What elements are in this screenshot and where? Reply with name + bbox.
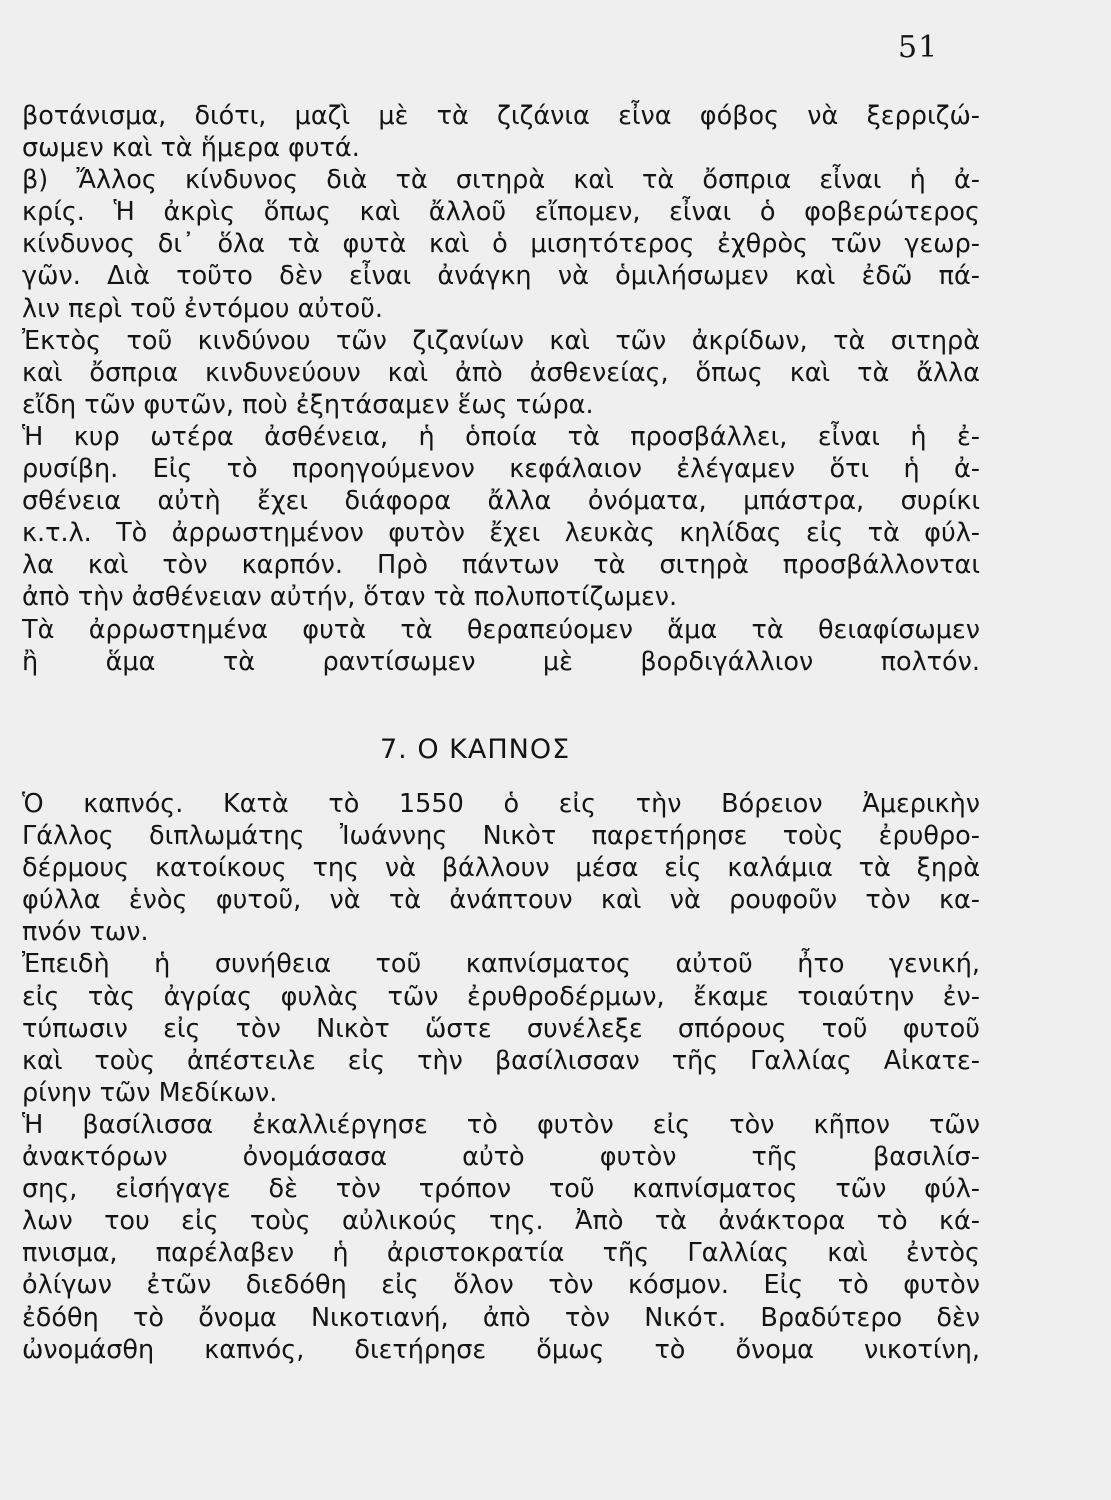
text-line: σης, εἰσήγαγε δὲ τὸν τρόπον τοῦ καπνίσματος τῶν φύλ- — [22, 1174, 980, 1205]
text-line: γῶν. Διὰ τοῦτο δὲν εἶναι ἀνάγκη νὰ ὁμιλήσωμεν καὶ ἐδῶ πά- — [22, 261, 980, 292]
text-line: Γάλλος διπλωμάτης Ἰωάννης Νικὸτ παρετήρησε τοὺς ἐρυθρο- — [22, 821, 980, 852]
text-line: ὠνομάσθη καπνός, διετήρησε ὅμως τὸ ὄνομα νικοτίνη, — [22, 1334, 980, 1365]
text-line: καὶ τοὺς ἀπέστειλε εἰς τὴν βασίλισσαν τῆς Γαλλίας Αἰκατε- — [22, 1045, 980, 1076]
text-line: κρίς. Ἡ ἀκρὶς ὅπως καὶ ἄλλοῦ εἴπομεν, εἶναι ὁ φοβερώτερος — [22, 197, 980, 228]
text-line: λιν περὶ τοῦ ἐντόμου αὐτοῦ. — [22, 293, 383, 324]
text-line: Ἐκτὸς τοῦ κινδύνου τῶν ζιζανίων καὶ τῶν ἀκρίδων, τὰ σιτηρὰ — [22, 325, 980, 356]
text-line: Ὁ καπνός. Κατὰ τὸ 1550 ὁ εἰς τὴν Βόρειον Ἀμερικὴν — [22, 789, 980, 819]
text-line: Ἡ κυρ ωτέρα ἀσθένεια, ἡ ὁποία τὰ προσβάλλει, εἶναι ἡ ἐ- — [22, 421, 980, 452]
text-line: λα καὶ τὸν καρπόν. Πρὸ πάντων τὰ σιτηρὰ προσβάλλονται — [22, 550, 980, 581]
text-line: Τὰ ἀρρωστημένα φυτὰ τὰ θεραπεύομεν ἅμα τὰ θειαφίσωμεν — [22, 614, 980, 645]
text-line: εἰς τὰς ἀγρίας φυλὰς τῶν ἐρυθροδέρμων, ἔκαμε τοιαύτην ἐν- — [22, 981, 980, 1012]
text-line: Ἡ βασίλισσα ἐκαλλιέργησε τὸ φυτὸν εἰς τὸν κῆπον τῶν — [22, 1109, 980, 1140]
text-line: ἀπὸ τὴν ἀσθένειαν αὐτήν, ὅταν τὰ πολυποτίζωμεν. — [22, 582, 678, 613]
text-line: λων του εἰς τοὺς αὐλικούς της. Ἀπὸ τὰ ἀνάκτορα τὸ κά- — [22, 1206, 980, 1237]
text-block-bottom — [22, 788, 980, 1366]
text-line: δέρμους κατοίκους της νὰ βάλλουν μέσα εἰς καλάμια τὰ ξηρὰ — [22, 853, 980, 884]
text-line: Ἐπειδὴ ἡ συνήθεια τοῦ καπνίσματος αὐτοῦ ἦτο γενική, — [22, 949, 980, 980]
text-line: εἴδη τῶν φυτῶν, ποὺ ἐξητάσαμεν ἕως τώρα. — [22, 389, 594, 420]
text-line: πνόν των. — [22, 917, 149, 948]
text-line: ἢ ἅμα τὰ ραντίσωμεν μὲ βορδιγάλλιον πολτόν. — [22, 646, 980, 677]
section-heading: 7. Ο ΚΑΠΝΟΣ — [380, 734, 571, 765]
text-line: ἀνακτόρων ὀνομάσασα αὐτὸ φυτὸν τῆς βασιλίσ- — [22, 1142, 980, 1173]
text-line: τύπωσιν εἰς τὸν Νικὸτ ὥστε συνέλεξε σπόρους τοῦ φυτοῦ — [22, 1013, 980, 1044]
text-line: σθένεια αὐτὴ ἔχει διάφορα ἄλλα ὀνόματα, μπάστρα, συρίκι — [22, 486, 980, 517]
text-line: πνισμα, παρέλαβεν ἡ ἀριστοκρατία τῆς Γαλλίας καὶ ἐντὸς — [22, 1238, 980, 1269]
text-line: βοτάνισμα, διότι, μαζὶ μὲ τὰ ζιζάνια εἶνα φόβος νὰ ξερριζώ- — [22, 101, 980, 131]
text-line: ἐδόθη τὸ ὄνομα Νικοτιανή, ἀπὸ τὸν Νικότ. Βραδύτερο δὲν — [22, 1302, 980, 1333]
text-line: φύλλα ἑνὸς φυτοῦ, νὰ τὰ ἀνάπτουν καὶ νὰ ρουφοῦν τὸν κα- — [22, 885, 980, 916]
text-line: ρίνην τῶν Μεδίκων. — [22, 1077, 278, 1108]
page-number: 51 — [898, 30, 939, 65]
text-line: ρυσίβη. Εἰς τὸ προηγούμενον κεφάλαιον ἐλέγαμεν ὅτι ἡ ἀ- — [22, 454, 980, 485]
text-line: σωμεν καὶ τὰ ἥμερα φυτά. — [22, 133, 360, 164]
text-line: κ.τ.λ. Τὸ ἀρρωστημένον φυτὸν ἔχει λευκὰς κηλίδας εἰς τὰ φύλ- — [22, 518, 980, 549]
text-line: καὶ ὄσπρια κινδυνεύουν καὶ ἀπὸ ἀσθενείας, ὅπως καὶ τὰ ἄλλα — [22, 357, 980, 388]
text-line: κίνδυνος δι᾽ ὅλα τὰ φυτὰ καὶ ὁ μισητότερος ἐχθρὸς τῶν γεωρ- — [22, 229, 980, 260]
text-block-top — [22, 100, 980, 678]
text-line: ὀλίγων ἐτῶν διεδόθη εἰς ὅλον τὸν κόσμον. Εἰς τὸ φυτὸν — [22, 1270, 980, 1301]
text-line: β) Ἄλλος κίνδυνος διὰ τὰ σιτηρὰ καὶ τὰ ὄσπρια εἶναι ἡ ἀ- — [22, 165, 980, 196]
